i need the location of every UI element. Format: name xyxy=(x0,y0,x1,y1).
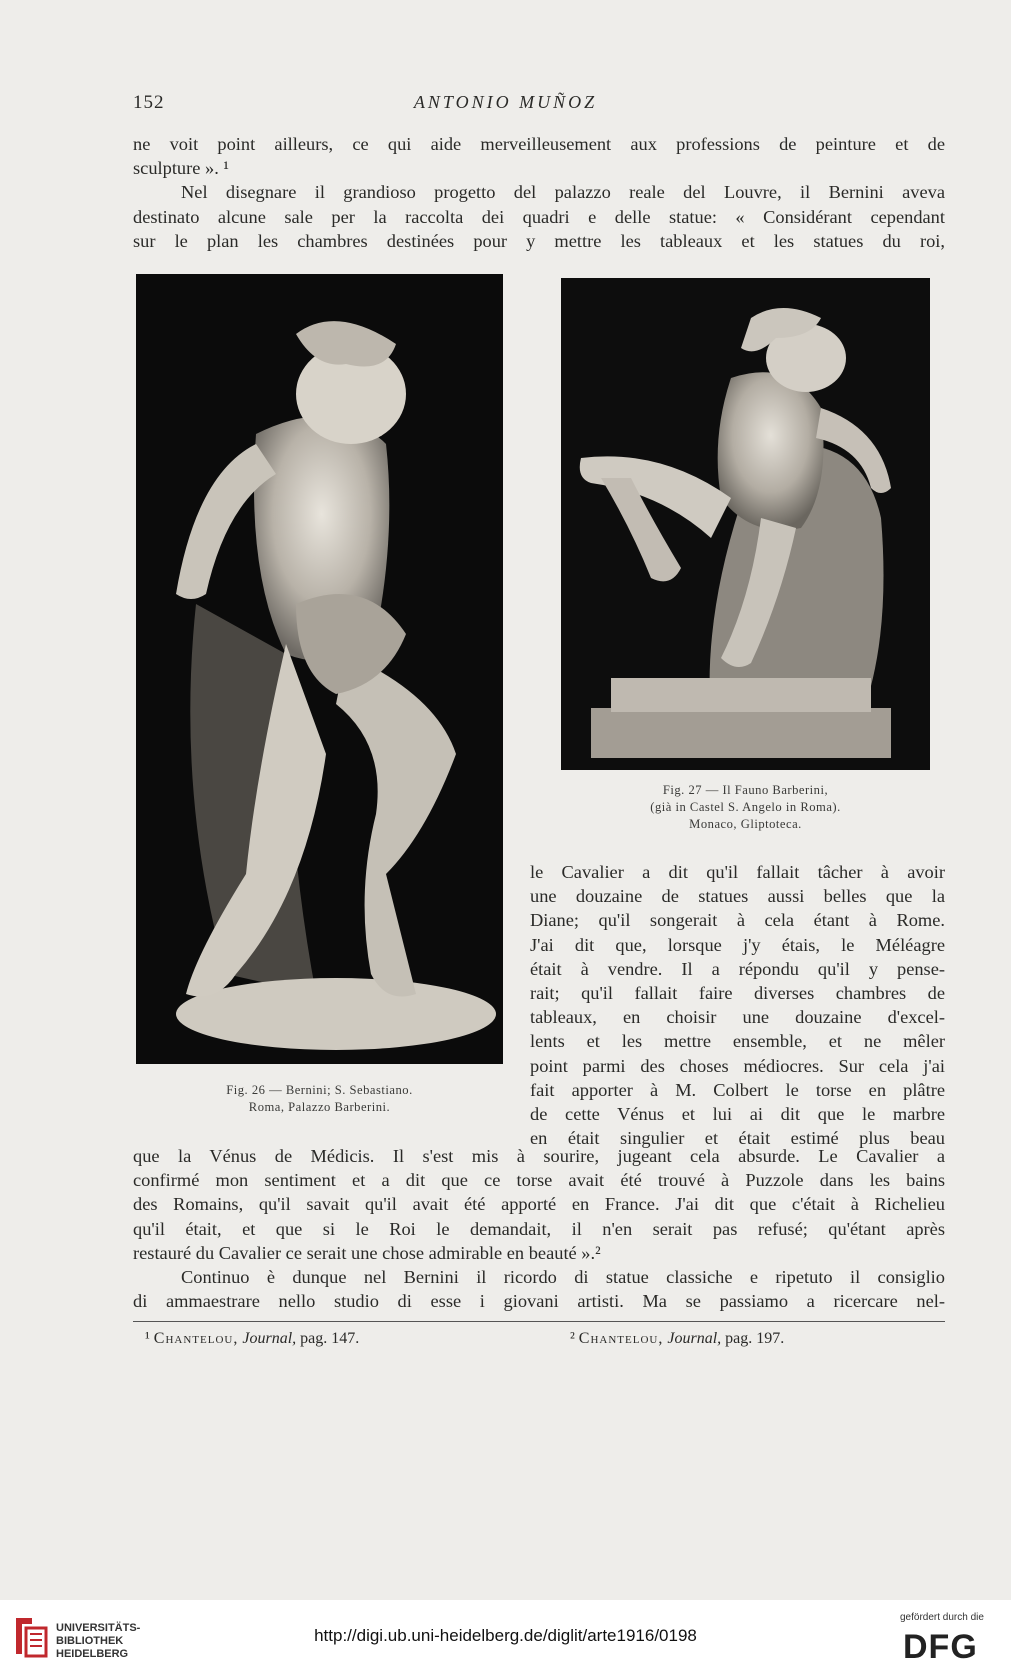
bottom-text-block xyxy=(133,1144,945,1313)
caption-line: Fig. 27 — Il Fauno Barberini, xyxy=(662,783,829,797)
library-name: UNIVERSITÄTS- BIBLIOTHEK HEIDELBERG xyxy=(56,1622,141,1660)
text-line: des Romains, qu'il savait qu'il avait été apporté en France. J'ai dit que c'était à Richelieu xyxy=(133,1194,945,1215)
text-line: en était singulier et était estimé plus beau xyxy=(530,1128,945,1149)
text-line: destinato alcune sale per la raccolta dei quadri e delle statue: « Considérant cependant xyxy=(133,206,945,227)
text-line: J'ai dit que, lorsque j'y étais, le Méléagre xyxy=(530,934,945,955)
text-line: rait; qu'il fallait faire diverses chambres de xyxy=(530,982,945,1003)
page-number: 152 xyxy=(133,92,165,113)
text-line: fait apporter à M. Colbert le torse en plâtre xyxy=(530,1079,945,1100)
text-line: qu'il était, et que si le Roi le demandait, il n'en serait pas refusé; qu'étant après xyxy=(133,1218,945,1239)
text-line: était à vendre. Il a répondu qu'il y pense- xyxy=(530,958,945,979)
text-line: sculpture ». ¹ xyxy=(133,158,229,179)
footnote-rule xyxy=(133,1321,945,1322)
text-line: Diane; qu'il songerait à cela étant à Rome. xyxy=(530,910,945,931)
permalink-url[interactable]: http://digi.ub.uni-heidelberg.de/diglit/arte1916/0198 xyxy=(314,1626,697,1645)
faun-sculpture-image xyxy=(561,278,930,770)
text-line: ne voit point ailleurs, ce qui aide merveilleusement aux professions de peinture et de xyxy=(133,134,945,154)
text-line: tableaux, en choisir une douzaine d'excel- xyxy=(530,1007,945,1028)
text-line: Continuo è dunque nel Bernini il ricordo di statue classiche e ripetuto il consiglio xyxy=(181,1266,945,1287)
right-column-text xyxy=(530,860,945,1150)
text-line: lents et les mettre ensemble, et ne mêler xyxy=(530,1031,945,1052)
caption-line: Fig. 26 — Bernini; S. Sebastiano. xyxy=(226,1083,413,1097)
text-line: une douzaine de statues aussi belles que la xyxy=(530,886,945,907)
caption-line: (già in Castel S. Angelo in Roma). xyxy=(650,800,841,814)
funded-by-label: gefördert durch die xyxy=(900,1612,984,1623)
text-line: restauré du Cavalier ce serait une chose admirable en beauté ».² xyxy=(133,1242,601,1263)
dfg-logo: DFG xyxy=(903,1628,978,1666)
text-line: sur le plan les chambres destinées pour y mettre les tableaux et les statues du roi, xyxy=(133,230,945,251)
text-line: que la Vénus de Médicis. Il s'est mis à sourire, jugeant cela absurde. Le Cavalier a xyxy=(133,1146,945,1166)
figure-26-photo xyxy=(136,274,503,1064)
figure-27-caption xyxy=(561,782,930,833)
text-line: de cette Vénus et lui ai dit que le marbre xyxy=(530,1103,945,1124)
text-line: confirmé mon sentiment et a dit que ce torse avait été trouvé à Puzzole dans les bains xyxy=(133,1170,945,1191)
text-line: le Cavalier a dit qu'il fallait tâcher à avoir xyxy=(530,862,945,882)
figure-26-caption xyxy=(136,1082,503,1116)
footnote-1: ¹ Chantelou, Journal, pag. 147. xyxy=(145,1330,360,1347)
caption-line: Roma, Palazzo Barberini. xyxy=(248,1100,391,1114)
text-line: Nel disegnare il grandioso progetto del palazzo reale del Louvre, il Bernini aveva xyxy=(181,182,945,203)
running-head: ANTONIO MUÑOZ xyxy=(413,92,598,112)
footnote-2: ² Chantelou, Journal, pag. 197. xyxy=(570,1330,785,1347)
text-line: di ammaestrare nello studio di esse i giovani artisti. Ma se passiamo a ricercare nel- xyxy=(133,1291,945,1312)
top-text-block xyxy=(133,132,945,253)
text-line: point parmi des choses médiocres. Sur cela j'ai xyxy=(530,1055,945,1076)
caption-line: Monaco, Gliptoteca. xyxy=(689,817,802,831)
figure-27-photo xyxy=(561,278,930,770)
sebastian-sculpture-image xyxy=(136,274,503,1064)
